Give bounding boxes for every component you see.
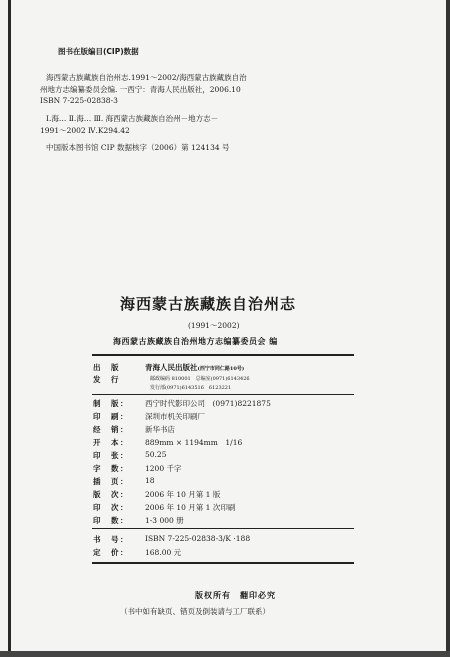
top-rule [92,354,354,356]
distributor-line-2: 发行部(0971)6143516 6123221 [150,385,232,391]
cip-line-3: ISBN 7-225-02838-3 [40,96,118,105]
cip-line-4: Ⅰ.海… Ⅱ.海… Ⅲ. 海西蒙古族藏族自治州－地方志－ [46,114,219,123]
spec-label: 经 销： [93,425,129,434]
bottom-rule [92,562,354,564]
spec-label: 开 本： [93,438,129,447]
spec-label: 印 张： [93,451,129,460]
defect-notice: （书中如有缺页、错页及倒装请与工厂联系） [120,607,270,616]
cip-line-6: 中国版本图书馆 CIP 数据核字（2006）第 124134 号 [46,143,230,152]
left-edge-shadow [8,0,11,657]
publisher-name: 青海人民出版社 [145,363,198,372]
spec-label: 制 版： [93,399,129,408]
bottom-edge-shadow [0,651,450,657]
spec-value: 18 [145,476,155,485]
spec-label: 字 数： [93,464,129,473]
spec-value: 西宁时代影印公司 (0971)8221875 [145,399,271,408]
spec-value: 2006 年 10 月第 1 版 [145,490,221,499]
lower-rule [92,528,354,529]
spec-value: 889mm × 1194mm 1/16 [145,438,243,447]
right-edge-shadow [446,0,450,657]
spec-value: 2006 年 10 月第 1 次印刷 [145,503,236,512]
spec-value: 新华书店 [145,425,175,434]
distributor-line-1: 邮政编码 810001 总编室(0971)6143426 [150,376,250,382]
spec-label: 版 次： [93,490,129,499]
copyright-notice: 版权所有 翻印必究 [195,590,276,600]
cip-line-5: 1991～2002 Ⅳ.K294.42 [40,126,130,135]
spec-value: 1200 千字 [145,464,182,473]
book-years: (1991～2002) [188,321,240,330]
spec-label: 印 刷： [93,412,129,421]
distributor-label: 发 行 [93,375,120,384]
isbn-label: 书 号： [93,535,129,544]
publisher-value [145,362,244,373]
cip-line-1: 海西蒙古族藏族自治州志.1991～2002/海西蒙古族藏族自治 [46,73,247,82]
price-label: 定 价： [93,548,129,557]
book-editor: 海西蒙古族藏族自治州地方志编纂委员会 编 [113,336,278,346]
publisher-address: (西宁市同仁路10号) [197,366,245,372]
isbn-value: ISBN 7-225-02838-3/K ·188 [145,534,251,543]
price-value: 168.00 元 [145,548,182,557]
spec-label: 印 次： [93,503,129,512]
spec-value: 50.25 [145,450,167,459]
spec-value: 深圳市机关印刷厂 [145,412,205,421]
middle-rule [92,394,354,395]
book-title: 海西蒙古族藏族自治州志 [120,295,297,313]
spec-value: 1-3 000 册 [145,516,184,525]
publisher-label: 出 版 [93,363,120,372]
spec-label: 印 数： [93,516,129,525]
spec-label: 插 页： [93,477,129,486]
cip-line-2: 州地方志编纂委员会编. 一西宁：青海人民出版社，2006.10 [40,85,241,94]
cip-header: 图书在版编目(CIP)数据 [58,47,139,56]
